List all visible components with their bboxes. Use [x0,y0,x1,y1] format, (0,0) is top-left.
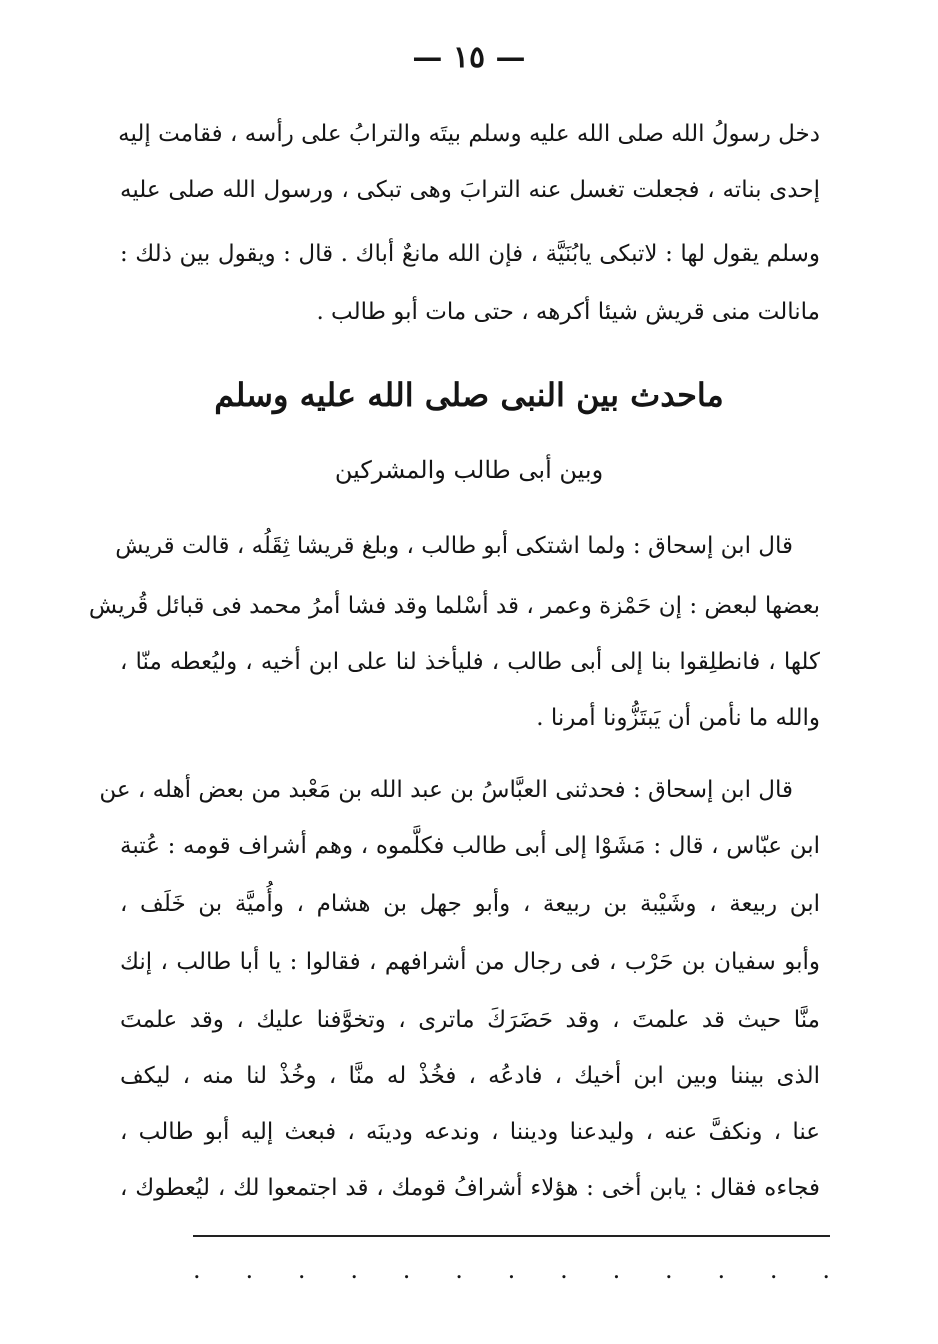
text-line: كلها ، فانطلِقوا بنا إلى أبى طالب ، فليأخذ لنا على ابن أخيه ، وليُعطه منّا ، [120,649,820,675]
text-line: قال ابن إسحاق : ولما اشتكى أبو طالب ، وبلغ قريشا ثِقَلُه ، قالت قريش [115,533,793,559]
text-line: قال ابن إسحاق : فحدثنى العبَّاسُ بن عبد الله بن مَعْبد من بعض أهله ، عن [99,777,793,803]
text-line: منَّا حيث قد علمتَ ، وقد حَضَرَكَ ماترى ، وتخوَّفنا عليك ، وقد علمتَ [120,1007,820,1033]
text-line: ابن عبّاس ، قال : مَشَوْا إلى أبى طالب فكلَّموه ، وهم أشراف قومه : عُتبة [120,833,820,859]
section-title: ماحدث بين النبى صلى الله عليه وسلم [214,376,724,414]
text-line: فجاءه فقال : يابن أخى : هؤلاء أشرافُ قومك ، قد اجتمعوا لك ، ليُعطوك ، [120,1175,820,1201]
text-line: إحدى بناته ، فجعلت تغسل عنه الترابَ وهى تبكى ، ورسول الله صلى عليه [120,177,820,203]
text-line: والله ما نأمن أن يَبتَزُّونا أمرنا . [536,705,820,731]
footnote-marks: . . . . . . . . . . . . . [193,1256,830,1284]
text-line: مانالت منى قريش شيئا أكرهه ، حتى مات أبو طالب . [316,299,820,325]
text-line: وسلم يقول لها : لاتبكى يابُنَيَّة ، فإن الله مانعٌ أباك . قال : ويقول بين ذلك : [120,241,820,267]
section-subtitle: وبين أبى طالب والمشركين [334,456,604,484]
text-line: الذى بيننا وبين ابن أخيك ، فادعُه ، فخُذْ له منَّا ، وخُذْ لنا منه ، ليكف [120,1063,820,1089]
page-number: — ١٥ — [412,40,526,75]
text-line: عنا ، ونكفَّ عنه ، وليدعنا وديننا ، وندعه ودينَه ، فبعث إليه أبو طالب ، [120,1119,820,1145]
footnote-divider [193,1235,830,1237]
text-line: ابن ربيعة ، وشَيْبة بن ربيعة ، وأبو جهل بن هشام ، وأُميَّة بن خَلَف ، [120,891,820,917]
text-line: بعضها لبعض : إن حَمْزة وعمر ، قد أسْلما وقد فشا أمرُ محمد فى قبائل قُريش [88,593,820,619]
text-line: دخل رسولُ الله صلى الله عليه وسلم بيتَه والترابُ على رأسه ، فقامت إليه [118,121,820,147]
text-line: وأبو سفيان بن حَرْب ، فى رجال من أشرافهم ، فقالوا : يا أبا طالب ، إنك [120,949,820,975]
